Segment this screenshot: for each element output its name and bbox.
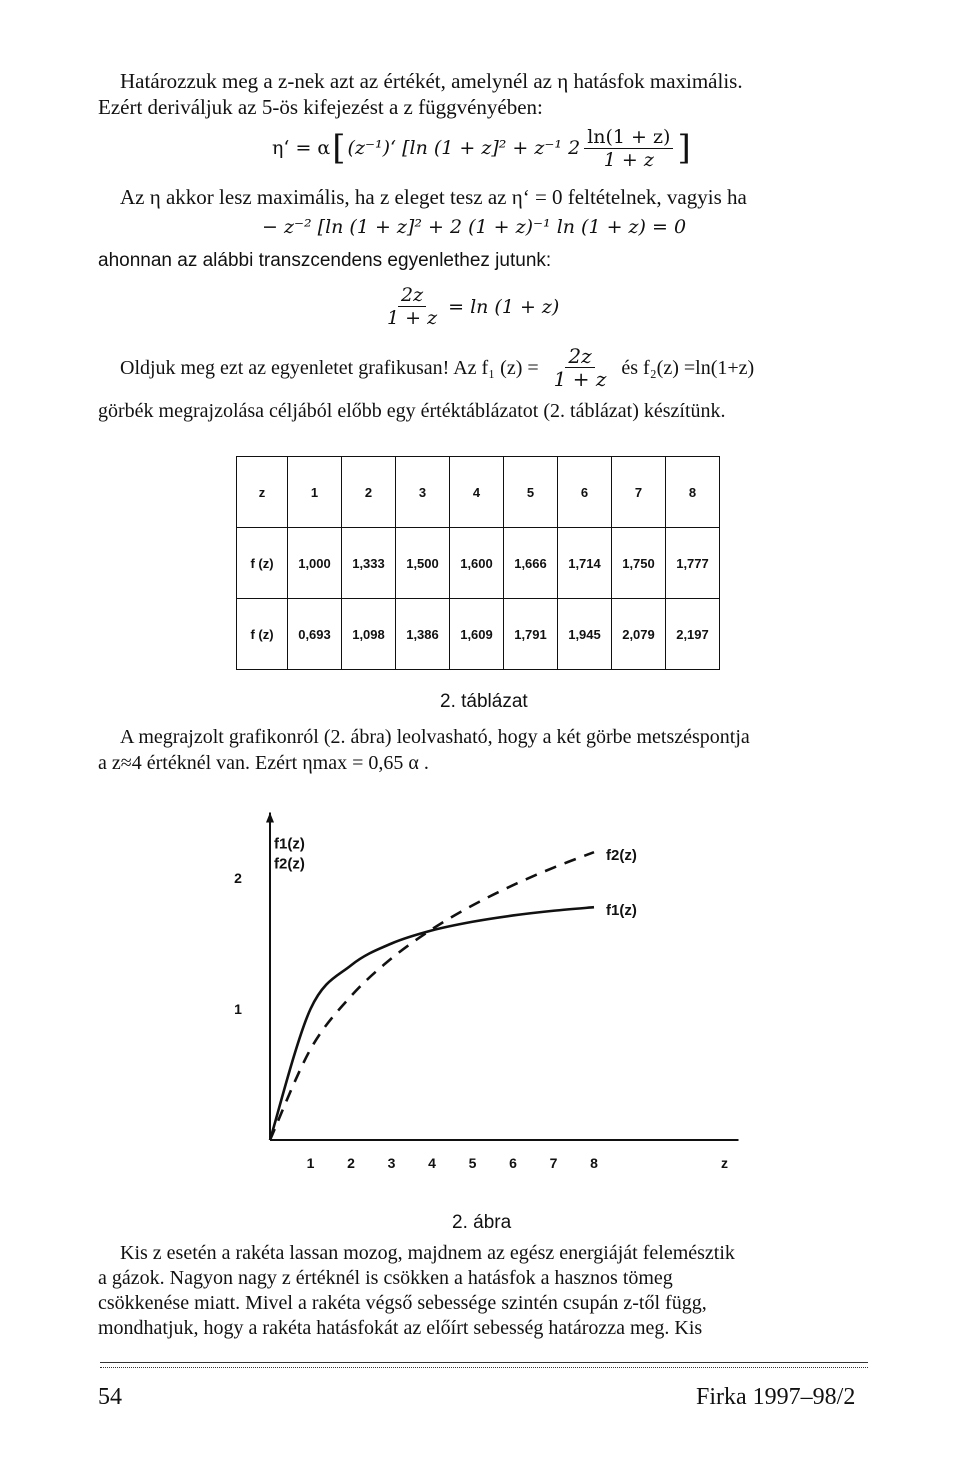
paragraph-3: ahonnan az alábbi transzcendens egyenlethez jutunk: [98,250,552,271]
table-cell: 1,600 [450,528,504,599]
x-tick-label: 3 [387,1155,396,1171]
table-cell: 1,500 [396,528,450,599]
eq3-numerator: 2z [398,284,426,307]
y-tick-label: 1 [234,1001,242,1017]
x-tick-label: 6 [509,1155,517,1171]
journal-name: Firka 1997–98/2 [696,1384,856,1410]
function-graph [0,795,960,1215]
table-caption: 2. táblázat [440,691,528,712]
paragraph-6-line-4: mondhatjuk, hogy a rakéta hatásfokát az előírt sebesség határozza meg. Kis [98,1317,703,1339]
table-cell: 1,098 [342,599,396,670]
p4-numerator: 2z [565,345,594,368]
eq1-numerator: ln(1 + z) [584,126,673,149]
table-cell: 1,714 [558,528,612,599]
value-table [236,456,720,670]
paragraph-5-line-1: A megrajzolt grafikonról (2. ábra) leolvasható, hogy a két görbe metszéspontja [120,726,750,748]
table-cell: z [237,457,288,528]
y-axis-label-f2: f2(z) [274,855,305,873]
paragraph-6-line-1: Kis z esetén a rakéta lassan mozog, majdnem az egész energiáját felemésztik [120,1242,735,1264]
y-axis-arrow [266,813,274,823]
x-tick-label: 5 [468,1155,477,1171]
paragraph-4-line-1 [120,345,754,390]
eq1-denominator: 1 + z [603,148,654,171]
table-cell: 1 [288,457,342,528]
table-cell: 7 [612,457,666,528]
paragraph-4-line-2: görbék megrajzolása céljából előbb egy értéktáblázatot (2. táblázat) készítünk. [98,400,726,422]
x-axis-label: z [721,1155,728,1171]
table-cell: 1,945 [558,599,612,670]
table-row [237,599,720,670]
table-cell: 6 [558,457,612,528]
table-cell: 1,750 [612,528,666,599]
table-cell: 0,693 [288,599,342,670]
x-tick-label: 4 [428,1155,436,1171]
equation-transcendental [380,284,559,329]
eq1-fraction [584,126,673,171]
table-cell: 2,079 [612,599,666,670]
equation-condition: − z⁻² [ln (1 + z]² + 2 (1 + z)⁻¹ ln (1 + z) = 0 [262,216,687,238]
table-row [237,528,720,599]
x-tick-label: 2 [347,1155,355,1171]
p4-fraction [551,345,610,390]
chart-ticks [234,870,598,1171]
table-cell: 1,777 [666,528,720,599]
table-cell: f (z) [237,528,288,599]
table-cell: 5 [504,457,558,528]
series-label: f2(z) [606,847,637,865]
series-label: f1(z) [606,902,637,920]
p4-part-a: Oldjuk meg ezt az egyenletet grafikusan! Az f₁ (z) = [120,356,539,379]
table-row [237,457,720,528]
paragraph-5-line-2: a z≈4 értéknél van. Ezért ηmax = 0,65 α . [98,752,429,774]
eq1-bracket-open: [ [332,128,346,168]
paragraph-1-line-1: Határozzuk meg a z-nek azt az értékét, amelynél az η hatásfok maximális. [120,69,743,93]
table-cell: 1,386 [396,599,450,670]
eq1-bracket-close: ] [677,128,691,168]
chart-labels [274,836,728,1172]
page-number: 54 [98,1384,122,1410]
table-cell: 4 [450,457,504,528]
figure-caption: 2. ábra [452,1212,512,1233]
eq3-denominator: 1 + z [387,307,438,329]
paragraph-6-line-3: csökkenése miatt. Mivel a rakéta végső sebessége szintén csupán z-től függ, [98,1292,707,1314]
table-cell: 1,609 [450,599,504,670]
y-axis-label-f1: f1(z) [274,835,305,853]
table-cell: 2 [342,457,396,528]
y-tick-label: 2 [234,870,242,886]
table-cell: 1,333 [342,528,396,599]
footer-rule [100,1362,868,1368]
paragraph-6-line-2: a gázok. Nagyon nagy z értéknél is csökken a hatásfok a hasznos tömeg [98,1267,673,1289]
eq3-fraction [384,284,440,329]
table-cell: 1,791 [504,599,558,670]
table-cell: f (z) [237,599,288,670]
x-tick-label: 1 [306,1155,315,1171]
equation-derivative [272,120,691,176]
paragraph-1-line-2: Ezért deriváljuk az 5-ös kifejezést a z függvényében: [98,95,543,119]
table-cell: 1,666 [504,528,558,599]
curve-f1z [270,907,594,1140]
p4-part-b: és f₂(z) =ln(1+z) [621,356,755,379]
table-cell: 1,000 [288,528,342,599]
table-cell: 2,197 [666,599,720,670]
table-cell: 3 [396,457,450,528]
p4-denominator: 1 + z [553,367,607,391]
eq3-rhs: = ln (1 + z) [448,295,560,318]
x-tick-label: 8 [590,1155,598,1171]
table-cell: 8 [666,457,720,528]
x-tick-label: 7 [549,1155,558,1171]
paragraph-2: Az η akkor lesz maximális, ha z eleget tesz az η‘ = 0 feltételnek, vagyis ha [120,185,747,209]
chart-curves [270,852,594,1140]
eq1-left: η‘ = α [272,137,331,159]
eq1-mid: (z⁻¹)‘ [ln (1 + z]² + z⁻¹ 2 [347,137,581,159]
